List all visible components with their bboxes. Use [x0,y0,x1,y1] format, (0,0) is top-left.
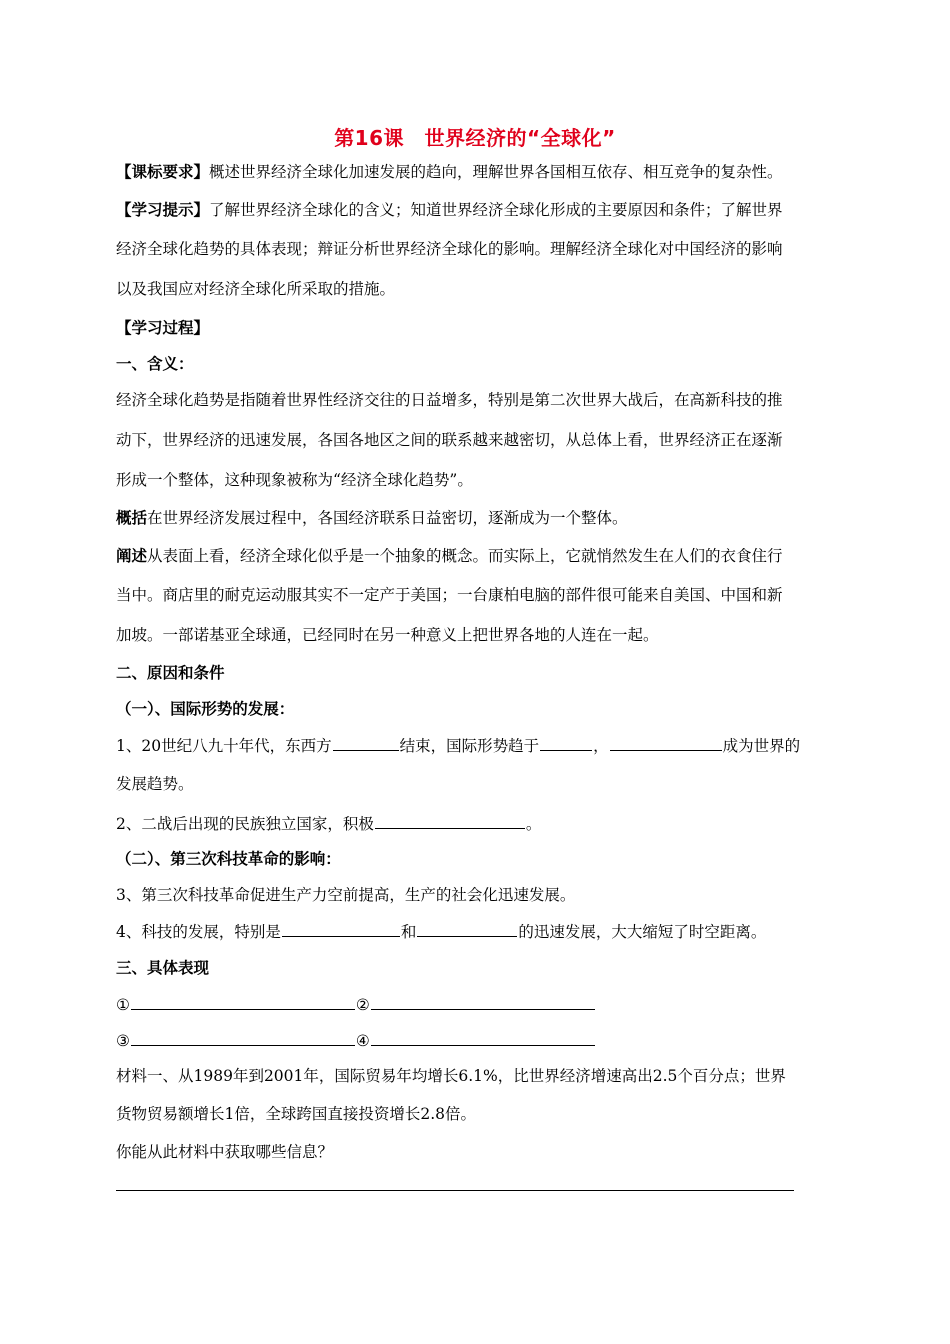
blank-field[interactable] [417,921,517,937]
blank-field[interactable] [371,994,595,1010]
question-3-line: 3、第三次科技革命促进生产力空前提高，生产的社会化迅速发展。 [116,886,576,904]
summary-line [116,508,840,528]
section2-heading: 二、原因和条件 [116,664,225,682]
question-1-text-b: 结束，国际形势趋于 [399,737,540,755]
blank-field[interactable] [333,735,399,751]
question-1-line [116,735,840,756]
question-4-line [116,921,840,942]
summary-text: 在世界经济发展过程中，各国经济联系日益密切，逐渐成为一个整体。 [147,509,628,527]
blank-field[interactable] [375,813,525,829]
question-4-text-a: 4、科技的发展，特别是 [116,923,281,941]
hint-line-3: 以及我国应对经济全球化所采取的措施。 [116,280,396,298]
question-1-line-2: 发展趋势。 [116,775,194,793]
explain-text-1: 从表面上看，经济全球化似乎是一个抽象的概念。而实际上，它就悄然发生在人们的衣食住行 [147,547,783,565]
question-2-text-a: 2、二战后出现的民族独立国家，积极 [116,815,374,833]
marker-2: ② [355,996,370,1014]
page-title: 第16课 世界经济的“全球化” [334,126,616,150]
question-1-text-d: 成为世界的 [722,737,801,755]
material-line-1: 材料一、从1989年到2001年，国际贸易年均增长6.1%，比世界经济增速高出2.5个百分点；世界 [116,1067,786,1085]
question-4-text-c: 的迅速发展，大大缩短了时空距离。 [518,923,767,941]
marker-4: ④ [355,1032,370,1050]
section3-heading: 三、具体表现 [116,959,210,977]
question-4-text-b: 和 [400,923,417,941]
question-2-text-b: 。 [525,815,542,833]
blank-field[interactable] [540,735,592,751]
requirement-line [116,162,840,182]
hint-line-2: 经济全球化趋势的具体表现；辩证分析世界经济全球化的影响。理解经济全球化对中国经济的影响 [116,240,783,258]
manifestation-row-2 [116,1030,840,1051]
hint-line-1 [116,200,840,220]
explain-line-3: 加坡。一部诺基亚全球通，已经同时在另一种意义上把世界各地的人连在一起。 [116,626,659,644]
requirement-label: 【课标要求】 [116,163,210,181]
blank-field[interactable] [131,1030,355,1046]
blank-field[interactable] [610,735,722,751]
marker-3: ③ [116,1032,130,1050]
question-2-line [116,813,840,834]
manifestation-row-1 [116,994,840,1015]
section1-paragraph-1: 经济全球化趋势是指随着世界性经济交往的日益增多，特别是第二次世界大战后，在高新科技的推 [116,391,783,409]
section2-sub-1: （一）、国际形势的发展： [116,700,295,718]
question-1-text-c: ， [593,737,609,755]
section1-paragraph-3: 形成一个整体，这种现象被称为“经济全球化趋势”。 [116,471,473,489]
marker-1: ① [116,996,130,1014]
section1-heading: 一、含义： [116,355,194,373]
material-line-2: 货物贸易额增长1倍，全球跨国直接投资增长2.8倍。 [116,1105,477,1123]
material-question: 你能从此材料中获取哪些信息？ [116,1143,334,1161]
blank-field[interactable] [282,921,400,937]
section2-sub-2: （二）、第三次科技革命的影响： [116,850,341,868]
process-label: 【学习过程】 [116,319,210,337]
explain-label: 阐述 [116,547,148,565]
blank-field[interactable] [131,994,355,1010]
hint-label: 【学习提示】 [116,201,210,219]
explain-line-2: 当中。商店里的耐克运动服其实不一定产于美国；一台康柏电脑的部件很可能来自美国、中国和新 [116,586,783,604]
answer-line[interactable] [116,1190,794,1191]
requirement-text: 概述世界经济全球化加速发展的趋向，理解世界各国相互依存、相互竞争的复杂性。 [209,163,783,181]
summary-label: 概括 [116,509,148,527]
question-1-text-a: 1、20世纪八九十年代，东西方 [116,737,332,755]
hint-text-1: 了解世界经济全球化的含义；知道世界经济全球化形成的主要原因和条件；了解世界 [209,201,783,219]
blank-field[interactable] [371,1030,595,1046]
explain-line-1 [116,546,840,566]
section1-paragraph-2: 动下，世界经济的迅速发展，各国各地区之间的联系越来越密切，从总体上看，世界经济正在逐渐 [116,431,783,449]
